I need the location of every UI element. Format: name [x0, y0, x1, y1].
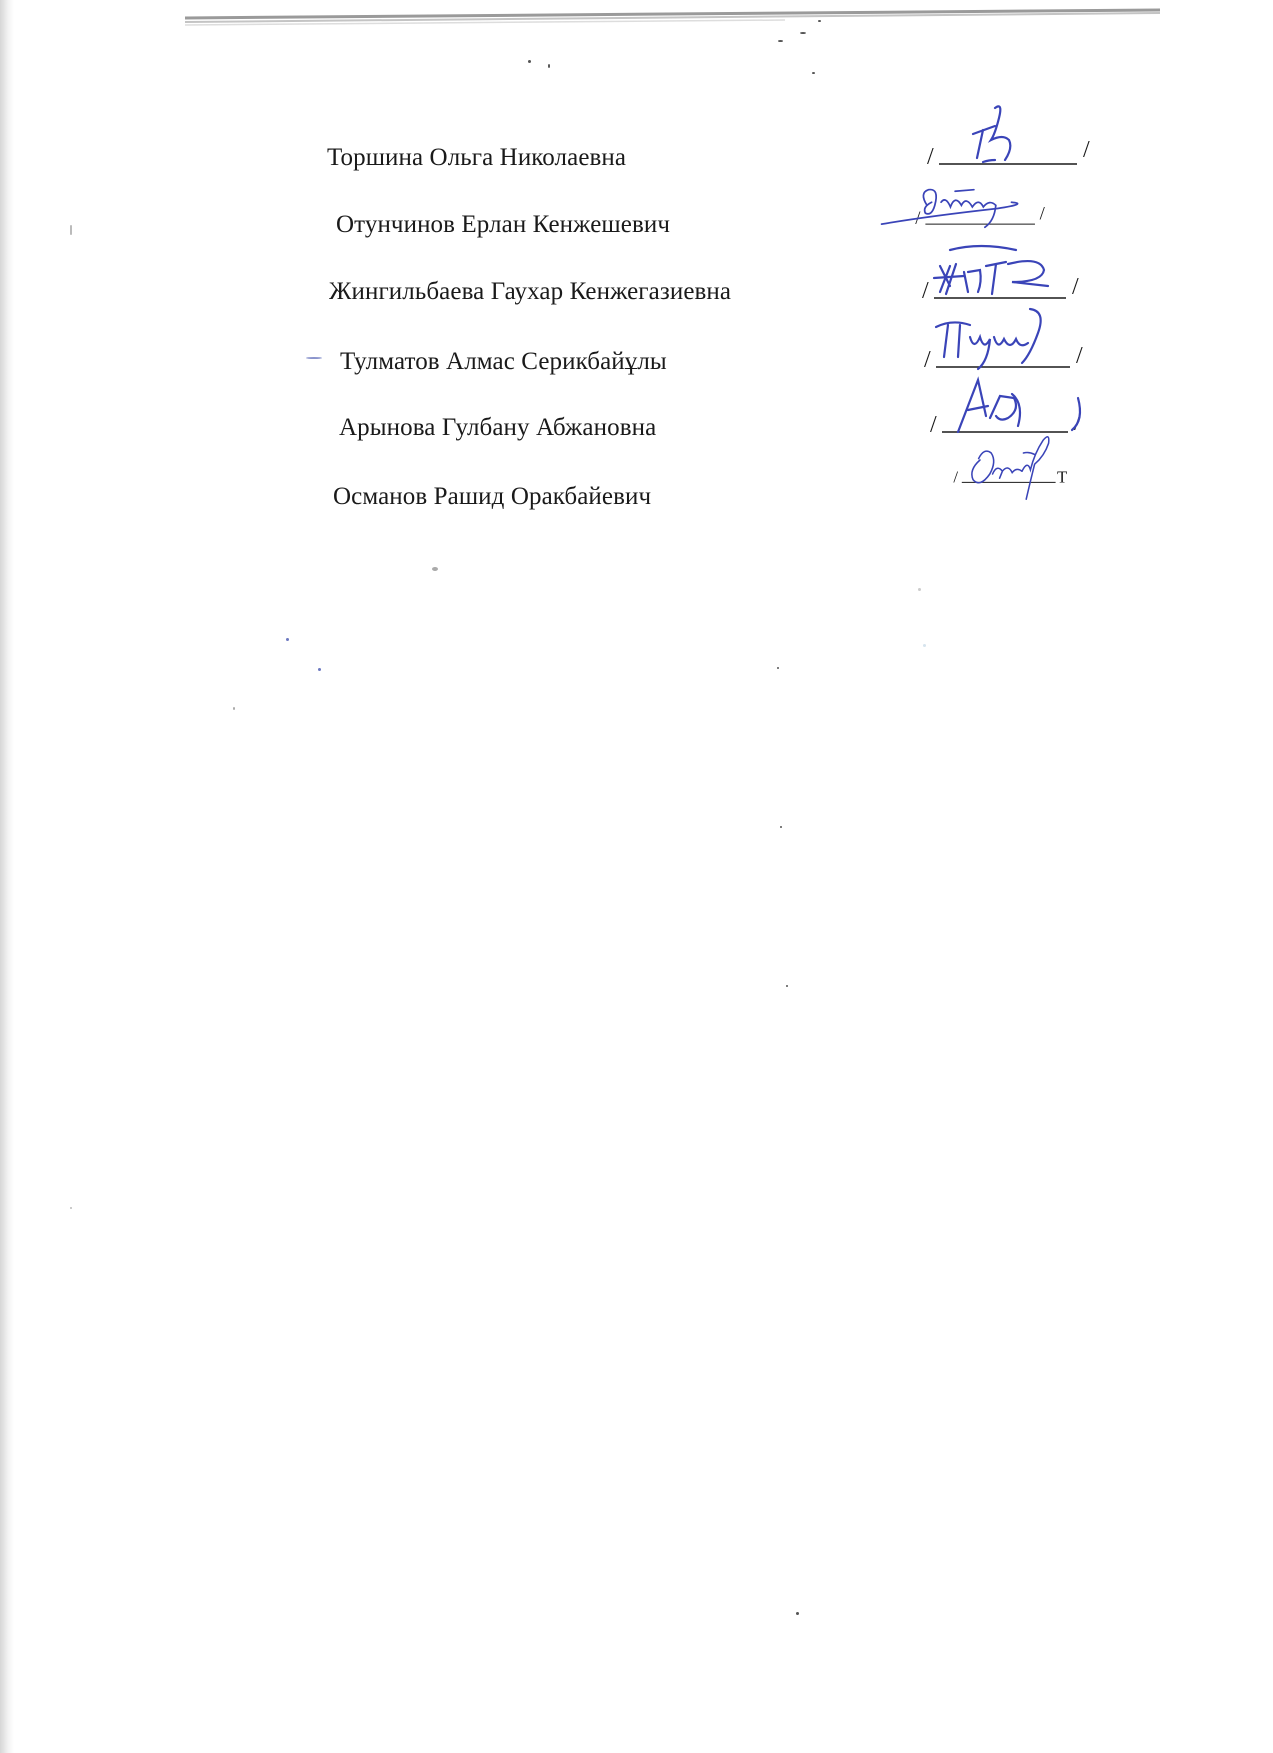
scan-speck: [777, 667, 779, 669]
svg-text:/: /: [1074, 410, 1081, 436]
signature-slot-6: [925, 432, 1105, 502]
svg-text:/: /: [924, 347, 931, 373]
svg-text:/: /: [1039, 203, 1045, 225]
scan-speck: [286, 638, 289, 641]
scan-edge-top: [185, 8, 1160, 26]
scan-speck: [800, 32, 806, 34]
svg-text:/: /: [1076, 343, 1083, 369]
signatory-name-2: Отунчинов Ерлан Кенжешевич: [336, 211, 670, 238]
scan-speck: [233, 707, 235, 710]
scan-speck: [70, 225, 72, 235]
scan-speck: [318, 668, 321, 671]
svg-text:/: /: [930, 412, 937, 438]
scan-speck: [796, 1612, 799, 1615]
signatory-name-5: Арынова Гулбану Абжановна: [339, 414, 657, 441]
svg-text:/: /: [922, 278, 929, 304]
svg-text:/: /: [915, 208, 921, 230]
scan-speck: [812, 72, 815, 74]
signature-slot-1: [925, 100, 1105, 170]
scan-edge-left: [0, 0, 14, 1753]
scan-speck: [918, 588, 921, 591]
scan-speck: [528, 60, 531, 63]
signature-slot-3: [920, 236, 1100, 306]
signature-slot-2: [880, 168, 1060, 238]
svg-text:/: /: [953, 467, 959, 487]
signature-mark-1: [973, 106, 1010, 162]
scan-speck: [778, 40, 783, 42]
signature-mark-2: [882, 190, 1018, 228]
signature-mark-5: [958, 380, 1080, 432]
svg-text:T: T: [1057, 467, 1068, 487]
scan-speck: [548, 64, 550, 68]
signature-slot-5: [928, 370, 1108, 440]
scan-speck: [923, 644, 926, 647]
signatory-name-3: Жингильбаева Гаухар Кенжегазиевна: [329, 278, 732, 305]
scan-speck: [780, 826, 782, 828]
signature-mark-6: [972, 437, 1049, 499]
signature-mark-3: [934, 246, 1048, 294]
svg-text:/: /: [927, 144, 934, 170]
svg-text:/: /: [1083, 137, 1090, 163]
scan-speck: [306, 357, 322, 359]
signatory-name-1: Торшина Ольга Николаевна: [327, 144, 627, 171]
svg-text:/: /: [1072, 274, 1079, 300]
signature-slot-4: [922, 303, 1102, 373]
scan-speck: [70, 1207, 72, 1209]
scan-speck: [786, 985, 788, 987]
signature-mark-4: [936, 309, 1041, 369]
signatory-name-4: Тулматов Алмас Серикбайұлы: [340, 348, 667, 375]
signatory-name-6: Османов Рашид Оракбайевич: [333, 483, 652, 510]
scan-speck: [432, 567, 438, 571]
scan-speck: [818, 20, 821, 22]
